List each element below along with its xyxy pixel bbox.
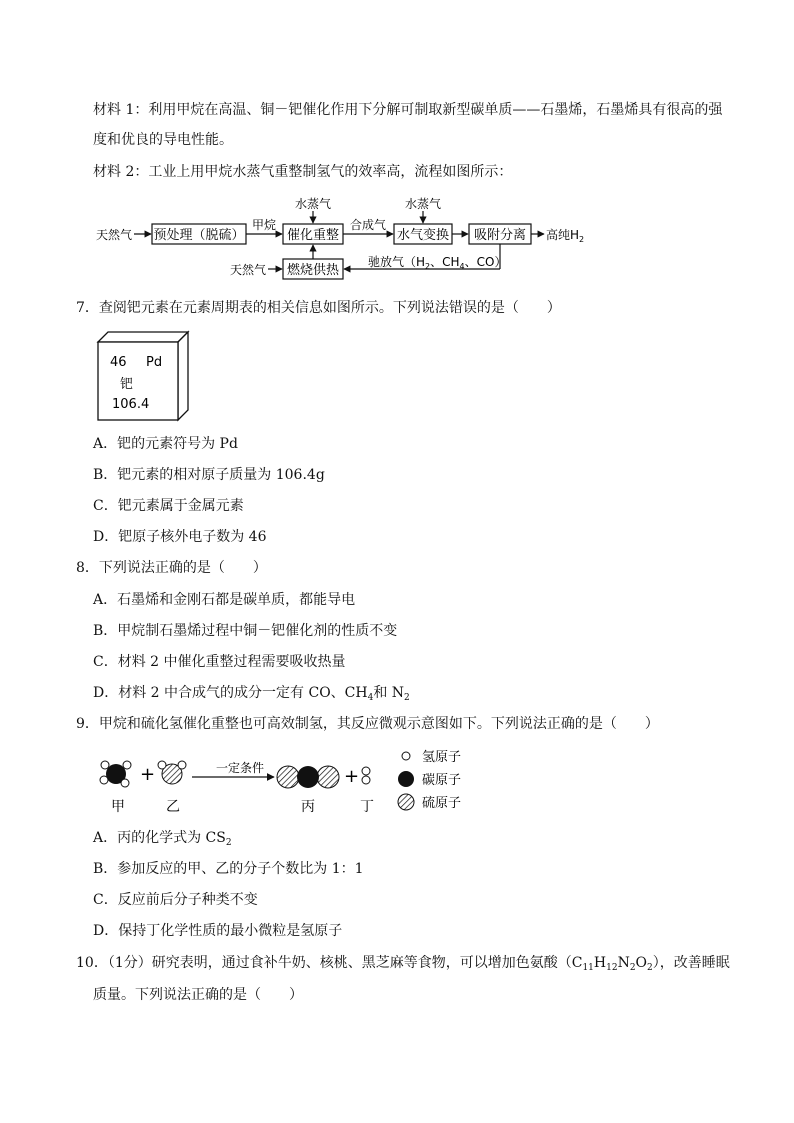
q7-option-c: C．钯元素属于金属元素 xyxy=(93,498,244,514)
box-reform-label: 催化重整 xyxy=(286,228,340,243)
q10-stem-line1: 10．（1分）研究表明，通过食补牛奶、核桃、黑芝麻等食物，可以增加色氨酸$(C_{11}H_{12}N_2O_2)$，改善睡眠 xyxy=(76,955,730,973)
q8-option-b: B．甲烷制石墨烯过程中铜－钯催化剂的性质不变 xyxy=(93,623,398,639)
material1-line2: 度和优良的导电性能。 xyxy=(93,132,233,148)
q7-option-a: A．钯的元素符号为 Pd xyxy=(93,436,238,452)
legend-carbon-label: 碳原子 xyxy=(422,773,462,788)
natural-gas-input-label: 天然气 xyxy=(96,228,133,242)
label-ding: 丁 xyxy=(360,799,374,815)
q9-option-d: D．保持丁化学性质的最小微粒是氢原子 xyxy=(93,923,343,939)
steam1-label: 水蒸气 xyxy=(294,197,332,211)
hydrogen-molecule xyxy=(362,767,370,784)
box-adsorb-label: 吸附分离 xyxy=(473,228,527,243)
palladium-element-card xyxy=(96,330,191,422)
label-bing: 丙 xyxy=(301,799,315,815)
box-pretreat-label: 预处理（脱硫） xyxy=(153,228,245,243)
q10-stem-line2: 质量。下列说法正确的是（ ） xyxy=(93,987,303,1003)
plus-sign-1: + xyxy=(140,764,156,785)
process-flow-diagram xyxy=(96,196,596,282)
element-mass: 106.4 xyxy=(112,397,150,412)
output-label: 高纯$H_2$ xyxy=(546,228,585,244)
methane-molecule xyxy=(100,761,131,787)
steam2-label: 水蒸气 xyxy=(404,197,442,211)
q9-stem: 9．甲烷和硫化氢催化重整也可高效制氢，其反应微观示意图如下。下列说法正确的是（ ） xyxy=(76,716,659,732)
legend-hydrogen-icon xyxy=(402,752,410,760)
legend-hydrogen-label: 氢原子 xyxy=(422,750,462,765)
carbon-disulfide-molecule xyxy=(277,766,339,788)
natural-gas-fuel-label: 天然气 xyxy=(230,263,267,277)
q8-option-a: A．石墨烯和金刚石都是碳单质，都能导电 xyxy=(93,592,356,608)
label-yi: 乙 xyxy=(166,799,180,815)
q7-option-b: B．钯元素的相对原子质量为 106.4g xyxy=(93,467,325,483)
q8-option-c: C．材料 2 中催化重整过程需要吸收热量 xyxy=(93,654,346,670)
box-combust-label: 燃烧供热 xyxy=(286,263,340,278)
q7-option-d: D．钯原子核外电子数为 46 xyxy=(93,529,267,545)
hydrogen-sulfide-molecule xyxy=(158,761,186,784)
q9-option-a: A．丙的化学式为 $CS_2$ xyxy=(93,830,232,848)
reaction-condition: 一定条件 xyxy=(216,761,265,775)
q8-option-d: D．材料 2 中合成气的成分一定有 CO、$CH_4$和 $N_2$ xyxy=(93,685,410,703)
material2-intro: 材料 2：工业上用甲烷水蒸气重整制氢气的效率高，流程如图所示： xyxy=(93,164,513,180)
methane-label: 甲烷 xyxy=(251,218,277,232)
legend-sulfur-label: 硫原子 xyxy=(422,796,462,811)
plus-sign-2: + xyxy=(344,766,360,787)
purge-gas-label: 驰放气（$H_2$、$CH_4$、CO） xyxy=(368,255,507,271)
q7-stem: 7．查阅钯元素在元素周期表的相关信息如图所示。下列说法错误的是（ ） xyxy=(76,300,561,316)
legend-sulfur-icon xyxy=(398,794,414,810)
syngas-label: 合成气 xyxy=(349,218,387,232)
reaction-microscopic-diagram xyxy=(96,744,476,818)
legend-carbon-icon xyxy=(398,771,414,787)
q9-option-b: B．参加反应的甲、乙的分子个数比为 1：1 xyxy=(93,861,364,877)
material1-line1: 材料 1：利用甲烷在高温、铜－钯催化作用下分解可制取新型碳单质——石墨烯，石墨烯具有很高的强 xyxy=(93,102,723,118)
q8-stem: 8．下列说法正确的是（ ） xyxy=(76,560,267,576)
element-name: 钯 xyxy=(120,377,134,392)
q9-option-c: C．反应前后分子种类不变 xyxy=(93,892,258,908)
element-symbol: Pd xyxy=(146,355,163,370)
label-jia: 甲 xyxy=(111,799,125,815)
element-number: 46 xyxy=(110,355,127,370)
box-shift-label: 水气变换 xyxy=(396,228,450,243)
